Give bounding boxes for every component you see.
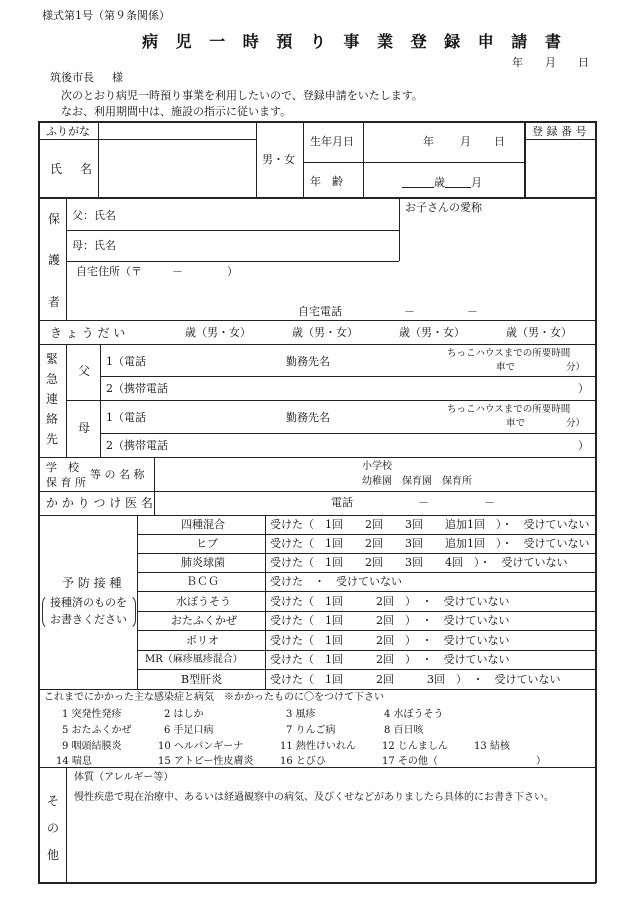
vaccine-name: MR（麻疹風疹混合）	[145, 654, 243, 665]
school-option-nursery[interactable]: 幼稚園 保育園 保育所	[362, 476, 472, 487]
disease-item[interactable]: 1 突発性発疹	[62, 709, 122, 720]
guardian-label-2: 護	[48, 253, 61, 267]
emergency-label-5: 先	[46, 432, 59, 446]
name-label-2: 名	[80, 162, 93, 176]
disease-item[interactable]: 14 喘息	[56, 756, 92, 767]
address-dash: －	[172, 265, 183, 278]
vaccine-status[interactable]: 受けた（ 1回 2回 ） ・ 受けていない	[270, 595, 510, 608]
father-name-label: 父：氏名	[72, 209, 116, 222]
vaccine-status[interactable]: 受けた（ 1回 2回 3回 4回 ）・ 受けていない	[270, 556, 568, 569]
doctor-phone-dash-1: －	[418, 496, 429, 509]
father-travel-label: ちっこハウスまでの所要時間	[447, 348, 571, 359]
reg-no-label: 登 録 番 号	[532, 125, 587, 138]
vaccine-name: 水ぼうそう	[176, 595, 231, 608]
vaccine-name: 四種混合	[181, 518, 225, 531]
father-workplace-label: 勤務先名	[286, 355, 330, 368]
father-mobile-close: ）	[578, 382, 589, 395]
sibling-entry[interactable]: 歳（男・女）	[399, 326, 465, 339]
disease-item[interactable]: 15 アトピー性皮膚炎	[158, 756, 254, 767]
doctor-label: か か り つ け 医 名	[46, 496, 153, 510]
birth-month: 月	[460, 135, 471, 148]
other-label-3: 他	[47, 848, 60, 862]
frame-top-regno	[525, 121, 596, 123]
disease-other-close: ）	[536, 756, 546, 767]
furigana-label: ふりがな	[46, 125, 90, 138]
vaccination-note-2: お書きください	[50, 613, 127, 626]
addressee-suffix: 様	[112, 71, 123, 84]
mother-mobile-close: ）	[578, 439, 589, 452]
sibling-entry[interactable]: 歳（男・女）	[506, 326, 572, 339]
birth-day: 日	[494, 135, 505, 148]
diseases-header: これまでにかかった主な感染症と病気 ※かかったものに〇をつけて下さい	[44, 692, 384, 703]
addressee-name: 筑後市長	[50, 71, 94, 84]
emergency-label-3: 連	[46, 392, 59, 406]
name-label-1: 氏	[50, 162, 63, 176]
frame-top	[38, 121, 525, 123]
vaccine-name: ＢＣＧ	[186, 575, 219, 588]
vaccination-note-1: 接種済のものを	[50, 596, 127, 609]
vaccine-status[interactable]: 受けた（ 1回 2回 3回 追加1回 ）・ 受けていない	[270, 537, 590, 550]
mother-travel-label: ちっこハウスまでの所要時間	[447, 404, 571, 415]
vaccine-status[interactable]: 受けた（ 1回 2回 ） ・ 受けていない	[270, 634, 510, 647]
school-label-3: 等 の 名 称	[90, 468, 145, 481]
mother-mobile[interactable]: 2（携帯電話	[106, 439, 168, 452]
disease-item[interactable]: 4 水ぼうそう	[384, 709, 444, 720]
address-close: ）	[227, 265, 238, 278]
age-label: 年 齢	[310, 175, 343, 188]
sibling-entry[interactable]: 歳（男・女）	[292, 326, 358, 339]
school-label-1: 学 校	[46, 461, 79, 474]
chronic-note: 慢性疾患で現在治療中、あるいは経過観察中の病気、及びくせなどがありましたら具体的にお書き下さい。	[74, 792, 554, 803]
guardian-label-3: 者	[48, 295, 61, 309]
sibling-entry[interactable]: 歳（男・女）	[185, 326, 251, 339]
form-number: 様式第1号（第９条関係）	[42, 9, 170, 22]
disease-item[interactable]: 9 咽頭結膜炎	[62, 741, 122, 752]
vaccine-name: ヒブ	[196, 537, 218, 550]
disease-item[interactable]: 16 とびひ	[280, 756, 326, 767]
disease-item[interactable]: 17 その他（	[382, 756, 438, 767]
vaccination-label: 予 防 接 種	[62, 576, 122, 590]
date-month: 月	[545, 56, 556, 69]
vaccine-status[interactable]: 受けた（ 1回 2回 ） ・ 受けていない	[270, 653, 510, 666]
intro-line-2: なお、利用期間中は、施設の指示に従います。	[61, 105, 292, 118]
mother-name-label: 母：氏名	[72, 239, 116, 252]
gender-option[interactable]: 男・女	[262, 153, 295, 166]
age-years-unit: 歳	[434, 176, 445, 189]
mother-travel-car: 車で	[506, 418, 526, 429]
other-label-1: そ	[47, 794, 60, 808]
father-travel-car: 車で	[496, 362, 516, 373]
other-notes-area[interactable]	[70, 808, 590, 878]
school-option-elementary[interactable]: 小学校	[362, 461, 392, 472]
home-phone-dash-1: －	[404, 305, 415, 318]
doctor-phone-dash-2: －	[484, 496, 495, 509]
disease-item[interactable]: 2 はしか	[164, 709, 204, 720]
age-months-unit: 月	[471, 176, 482, 189]
disease-item[interactable]: 13 結核	[474, 741, 510, 752]
home-phone-label: 自宅電話	[298, 305, 342, 318]
mother-workplace-label: 勤務先名	[286, 411, 330, 424]
date-day: 日	[578, 56, 589, 69]
page-title: 病 児 一 時 預 り 事 業 登 録 申 請 書	[142, 32, 567, 51]
other-label-2: の	[47, 821, 60, 835]
vaccine-name: B型肝炎	[181, 673, 223, 686]
birth-year: 年	[423, 135, 434, 148]
disease-item[interactable]: 12 じんましん	[382, 741, 448, 752]
age-value[interactable]	[402, 176, 482, 188]
frame-left	[38, 121, 40, 883]
furigana-line	[38, 139, 256, 140]
disease-item[interactable]: 6 手足口病	[164, 725, 214, 736]
guardian-label-1: 保	[48, 212, 61, 226]
vaccine-status[interactable]: 受けた（ 1回 2回 3回 追加1回 ）・ 受けていない	[270, 518, 590, 531]
birth-label: 生年月日	[310, 135, 354, 148]
address-label: 自宅住所（〒	[76, 265, 142, 278]
emergency-label-4: 絡	[46, 412, 59, 426]
intro-line-1: 次のとおり病児一時預り事業を利用したいので、登録申請をいたします。	[61, 89, 423, 102]
date-year: 年	[512, 56, 523, 69]
vaccine-status[interactable]: 受けた（ 1回 2回 ） ・ 受けていない	[270, 614, 510, 627]
doctor-phone-label: 電話	[331, 496, 353, 509]
disease-item[interactable]: 11 熱性けいれん	[280, 741, 356, 752]
father-travel-min: 分）	[566, 362, 586, 373]
vaccine-status[interactable]: 受けた ・ 受けていない	[270, 575, 402, 588]
mother-phone-1[interactable]: 1（電話	[106, 411, 146, 424]
father-mobile[interactable]: 2（携帯電話	[106, 382, 168, 395]
disease-item[interactable]: 7 りんご病	[286, 725, 336, 736]
emergency-label-1: 緊	[46, 352, 59, 366]
siblings-label: き ょ う だ い	[50, 326, 126, 340]
frame-bottom	[38, 882, 596, 884]
vaccine-name: 肺炎球菌	[181, 556, 225, 569]
nickname-label: お子さんの愛称	[405, 201, 482, 214]
emergency-father-label: 父	[78, 364, 91, 378]
frame-right	[595, 121, 597, 883]
vaccine-name: おたふくかぜ	[171, 614, 237, 627]
allergy-label: 体質（アレルギー等）	[74, 772, 174, 783]
home-phone-dash-2: －	[467, 305, 478, 318]
disease-item[interactable]: 5 おたふくかぜ	[62, 725, 132, 736]
disease-item[interactable]: 10 ヘルパンギーナ	[158, 741, 244, 752]
father-phone-1[interactable]: 1（電話	[106, 355, 146, 368]
school-label-2: 保 育 所	[46, 476, 86, 489]
emergency-mother-label: 母	[78, 421, 91, 435]
vaccine-status[interactable]: 受けた（ 1回 2回 3回 ） ・ 受けていない	[270, 673, 561, 686]
vaccine-name: ポリオ	[186, 634, 219, 647]
mother-travel-min: 分）	[566, 418, 586, 429]
disease-item[interactable]: 8 百日咳	[384, 725, 424, 736]
applicant-bottom-line	[38, 197, 596, 199]
emergency-label-2: 急	[46, 372, 59, 386]
disease-item[interactable]: 3 風疹	[286, 709, 316, 720]
